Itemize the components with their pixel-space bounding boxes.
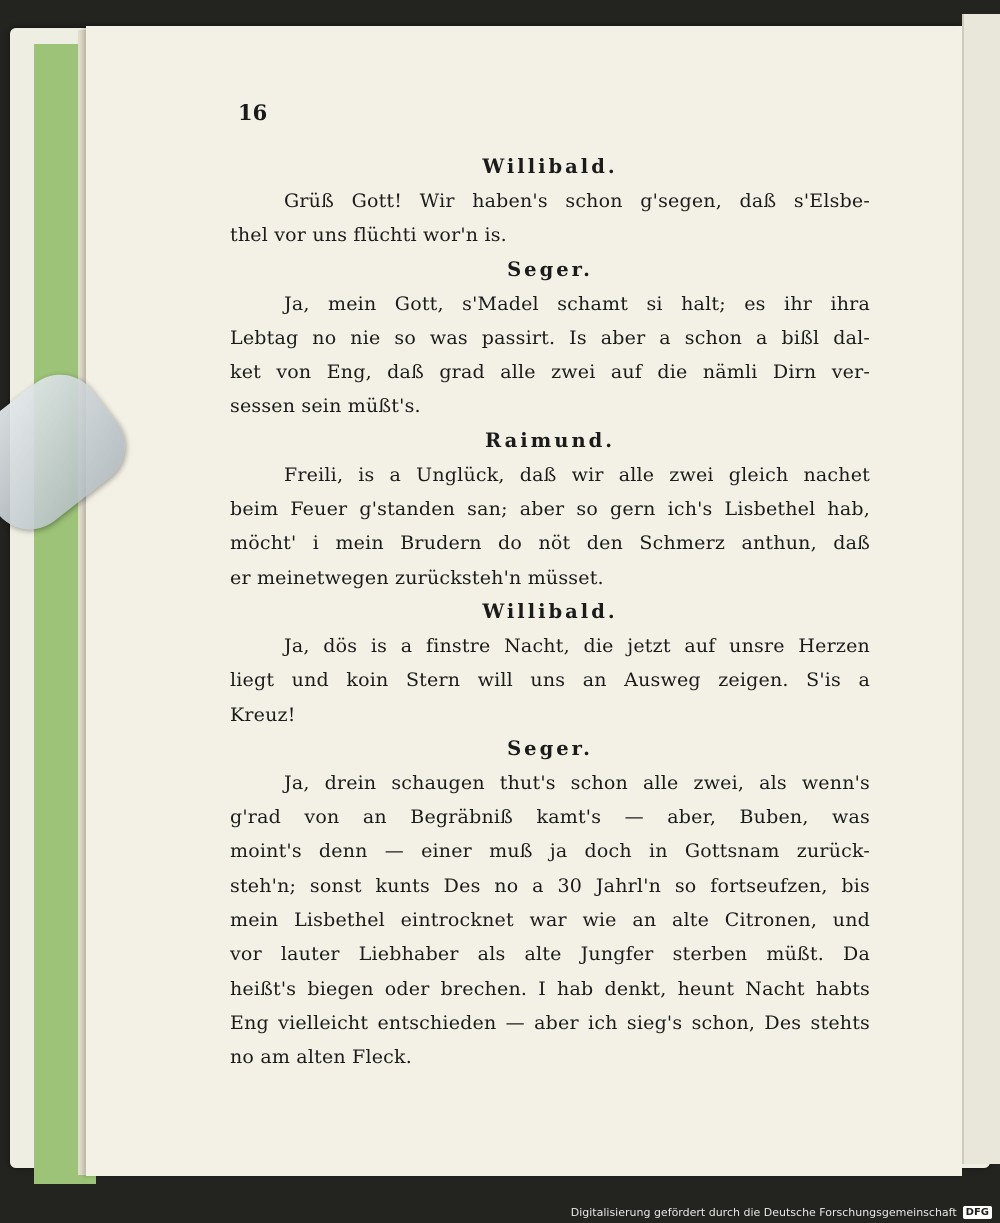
text-line: Ja, drein schaugen thut's schon alle zwei, als wenn's bbox=[284, 771, 870, 794]
text-line: ket von Eng, daß grad alle zwei auf die nämli Dirn ver- bbox=[230, 361, 870, 384]
text-line: Kreuz! bbox=[230, 703, 296, 726]
speaker-name: Raimund. bbox=[484, 428, 616, 452]
footer-text: Digitalisierung gefördert durch die Deutsche Forschungsgemeinschaft bbox=[570, 1206, 957, 1219]
dfg-logo: DFG bbox=[963, 1206, 992, 1219]
speaker-name: Willibald. bbox=[482, 155, 618, 178]
text-line: mein Lisbethel eintrocknet war wie an alte Citronen, und bbox=[230, 909, 870, 932]
digitization-footer bbox=[571, 1206, 992, 1219]
text-line: beim Feuer g'standen san; aber so gern ich's Lisbethel hab, bbox=[230, 498, 870, 521]
text-line: liegt und koin Stern will uns an Ausweg zeigen. S'is a bbox=[230, 669, 870, 692]
adjacent-page-edge bbox=[962, 14, 1000, 1164]
text-line: vor lauter Liebhaber als alte Jungfer sterben müßt. Da bbox=[230, 943, 870, 966]
speaker-name: Seger. bbox=[507, 257, 593, 281]
text-line: no am alten Fleck. bbox=[230, 1046, 412, 1069]
text-line: sessen sein müßt's. bbox=[230, 395, 421, 418]
text-line: g'rad von an Begräbniß kamt's — aber, Buben, was bbox=[230, 806, 870, 829]
text-line: Lebtag no nie so was passirt. Is aber a schon a bißl dal- bbox=[230, 326, 870, 349]
text-line: steh'n; sonst kunts Des no a 30 Jahrl'n so fortseufzen, bis bbox=[230, 874, 870, 897]
speaker-name: Seger. bbox=[507, 736, 593, 760]
text-line: Eng vielleicht entschieden — aber ich sieg's schon, Des stehts bbox=[230, 1011, 870, 1034]
text-line: Grüß Gott! Wir haben's schon g'segen, daß s'Elsbe- bbox=[284, 190, 870, 212]
text-line: Freili, is a Unglück, daß wir alle zwei gleich nachet bbox=[284, 463, 870, 486]
text-line: möcht' i mein Brudern do nöt den Schmerz anthun, daß bbox=[230, 532, 870, 555]
speaker-name: Willibald. bbox=[482, 599, 618, 623]
text-line: heißt's biegen oder brechen. I hab denkt, heunt Nacht habts bbox=[230, 977, 870, 1000]
text-line: Ja, dös is a finstre Nacht, die jetzt auf unsre Herzen bbox=[284, 634, 870, 657]
page-text bbox=[230, 150, 870, 1075]
text-line: er meinetwegen zurücksteh'n müsset. bbox=[230, 566, 604, 589]
page-number: 16 bbox=[238, 100, 268, 125]
text-line: moint's denn — einer muß ja doch in Gottsnam zurück- bbox=[230, 840, 870, 863]
text-line: Ja, mein Gott, s'Madel schamt si halt; es ihr ihra bbox=[284, 292, 870, 315]
text-line: thel vor uns flüchti wor'n is. bbox=[230, 224, 507, 247]
